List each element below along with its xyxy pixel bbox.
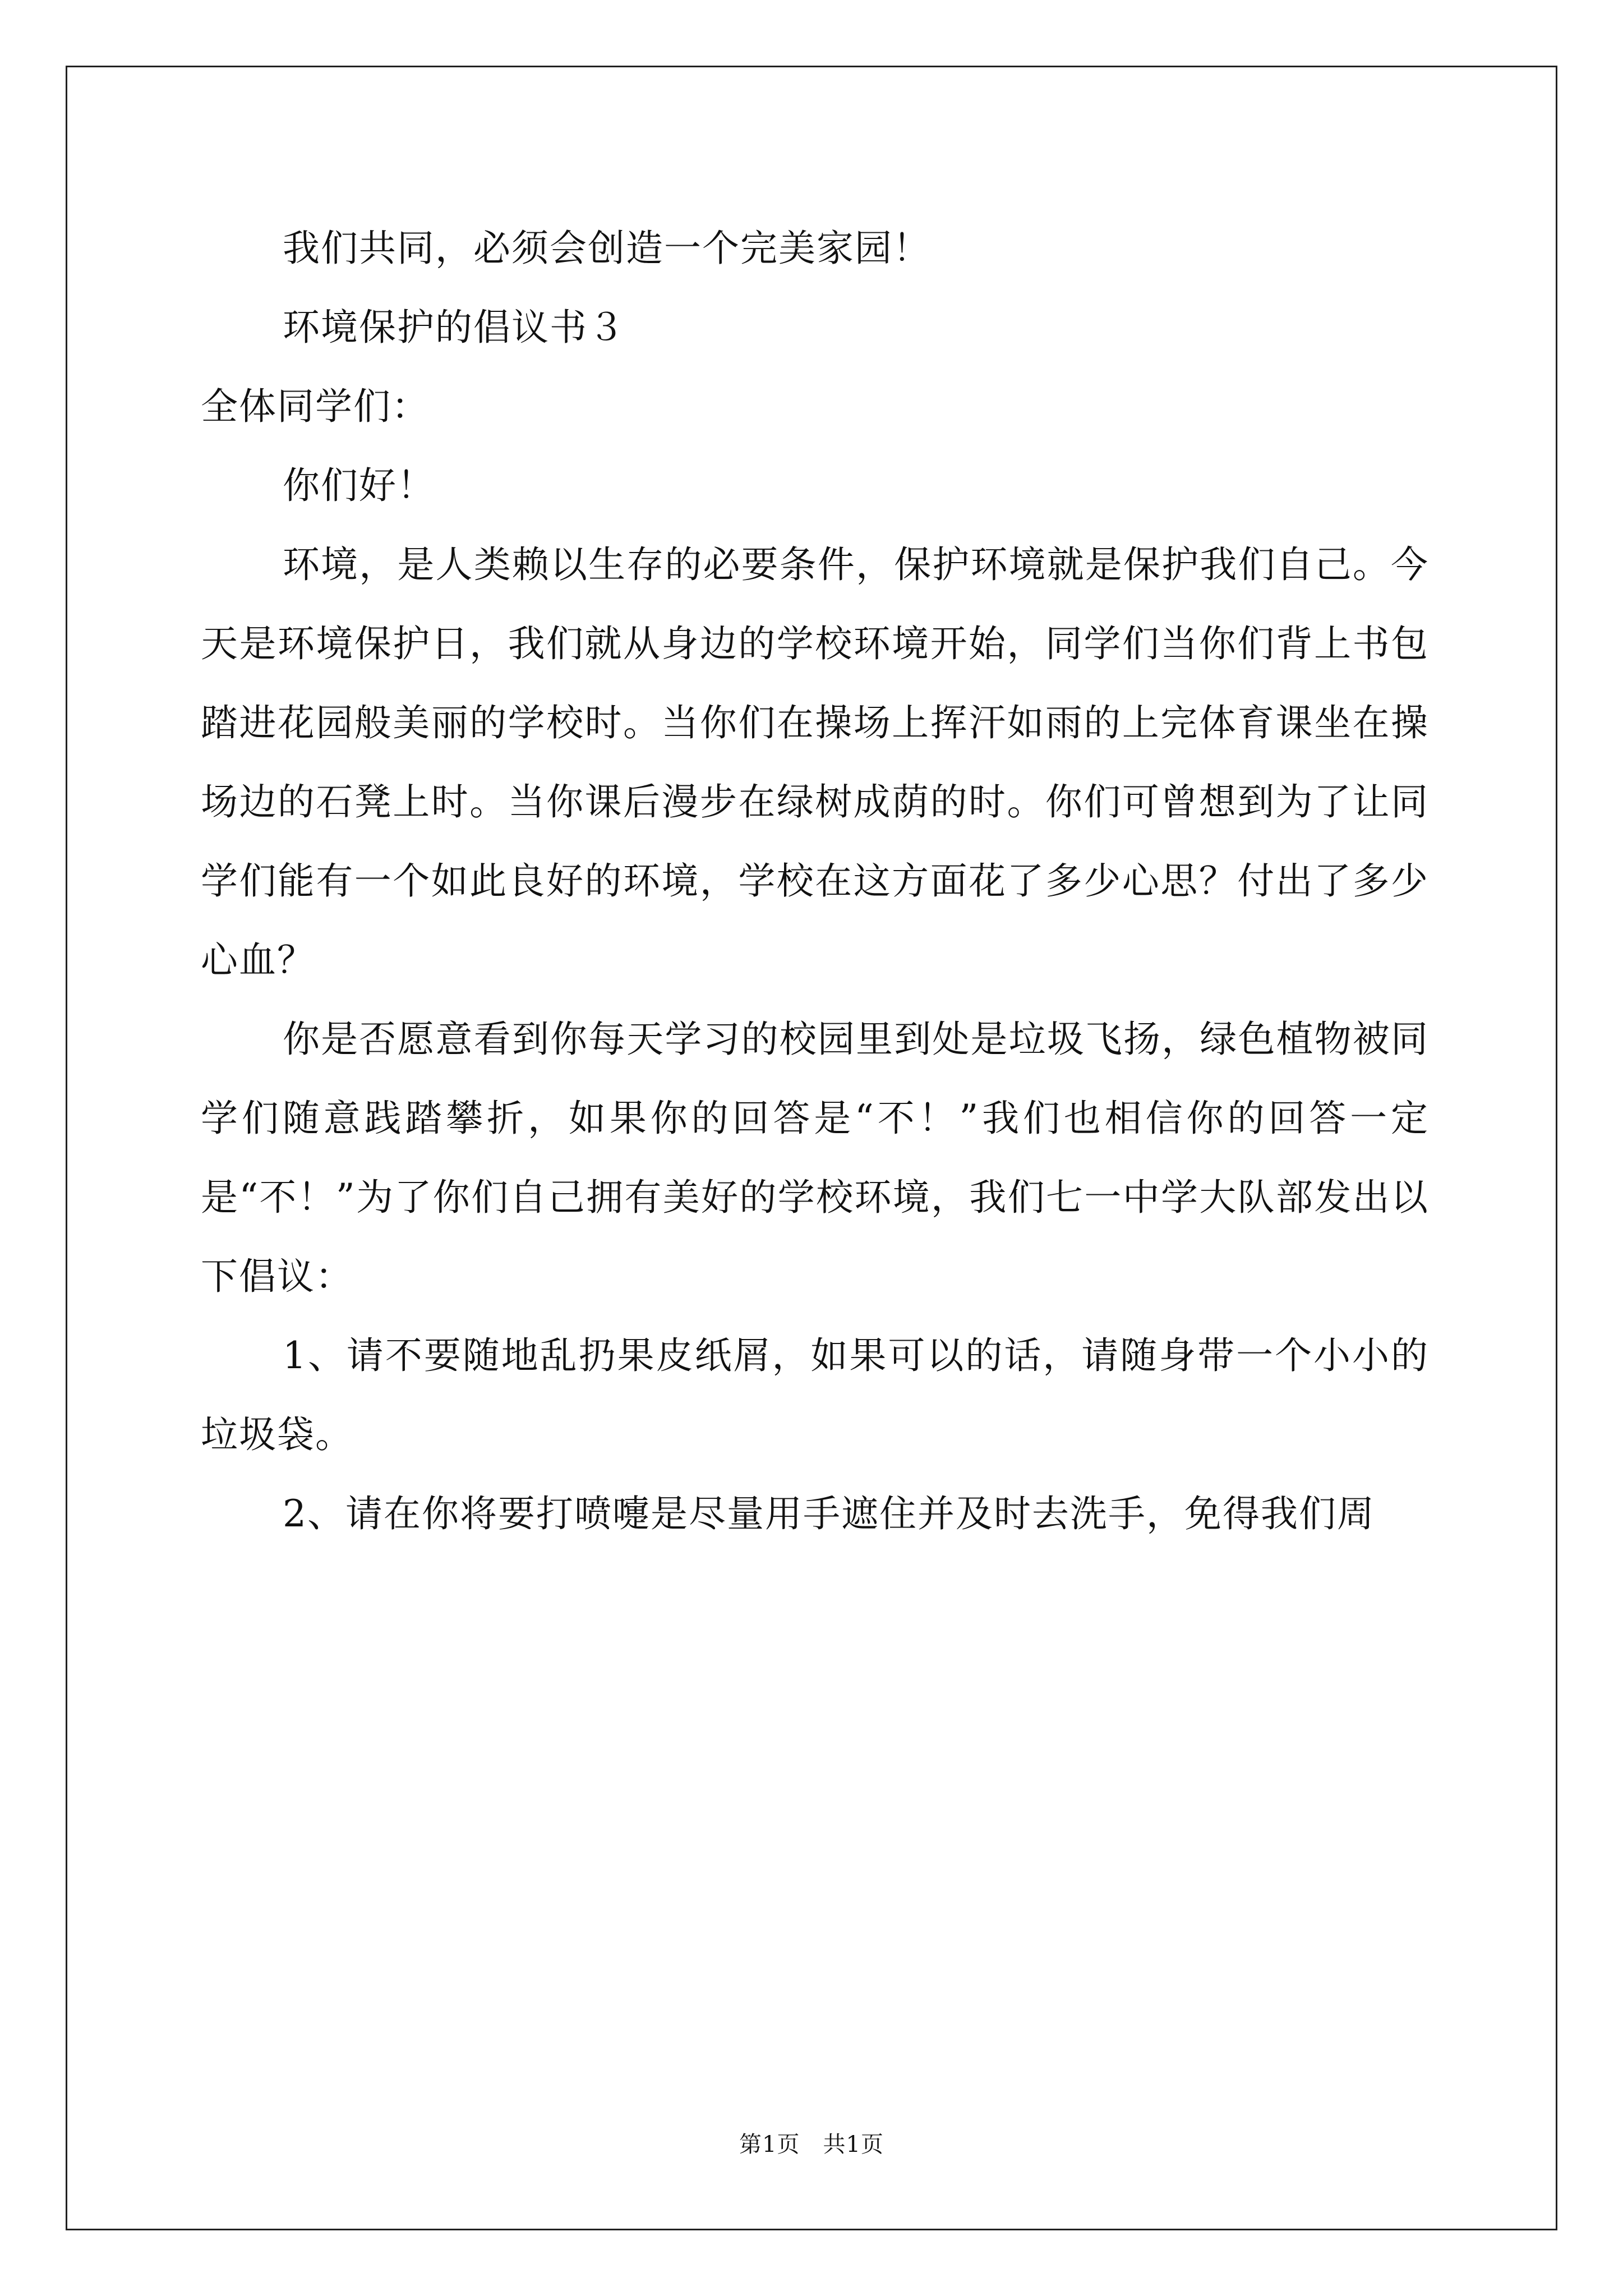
paragraph-appeal: 你是否愿意看到你每天学习的校园里到处是垃圾飞扬，绿色植物被同学们随意践踏攀折，如果你的回答是“不！”我们也相信你的回答一定是“不！”为了你们自己拥有美好的学校环境，我们七一中学大队部发出以下倡议： [201, 1018, 1429, 1298]
document-body [201, 209, 1429, 1553]
salutation: 全体同学们： [201, 385, 430, 428]
page-number-footer: 第1页 共1页 [739, 2132, 884, 2157]
paragraph-environment-intro: 环境，是人类赖以生存的必要条件，保护环境就是保护我们自己。今天是环境保护日，我们就从身边的学校环境开始，同学们当你们背上书包踏进花园般美丽的学校时。当你们在操场上挥汗如雨的上完体育课坐在操场边的石凳上时。当你课后漫步在绿树成荫的时。你们可曾想到为了让同学们能有一个如此良好的环境，学校在这方面花了多少心思？付出了多少心血？ [201, 543, 1429, 982]
section-title: 环境保护的倡议书３ [283, 306, 626, 349]
greeting: 你们好！ [283, 464, 435, 507]
proposal-item-2: 2、请在你将要打喷嚏是尽量用手遮住并及时去洗手，免得我们周 [283, 1492, 1375, 1535]
paragraph-closing-line: 我们共同，必须会创造一个完美家园！ [283, 227, 931, 270]
proposal-item-1: 1、请不要随地乱扔果皮纸屑，如果可以的话，请随身带一个小小的垃圾袋。 [201, 1334, 1429, 1456]
